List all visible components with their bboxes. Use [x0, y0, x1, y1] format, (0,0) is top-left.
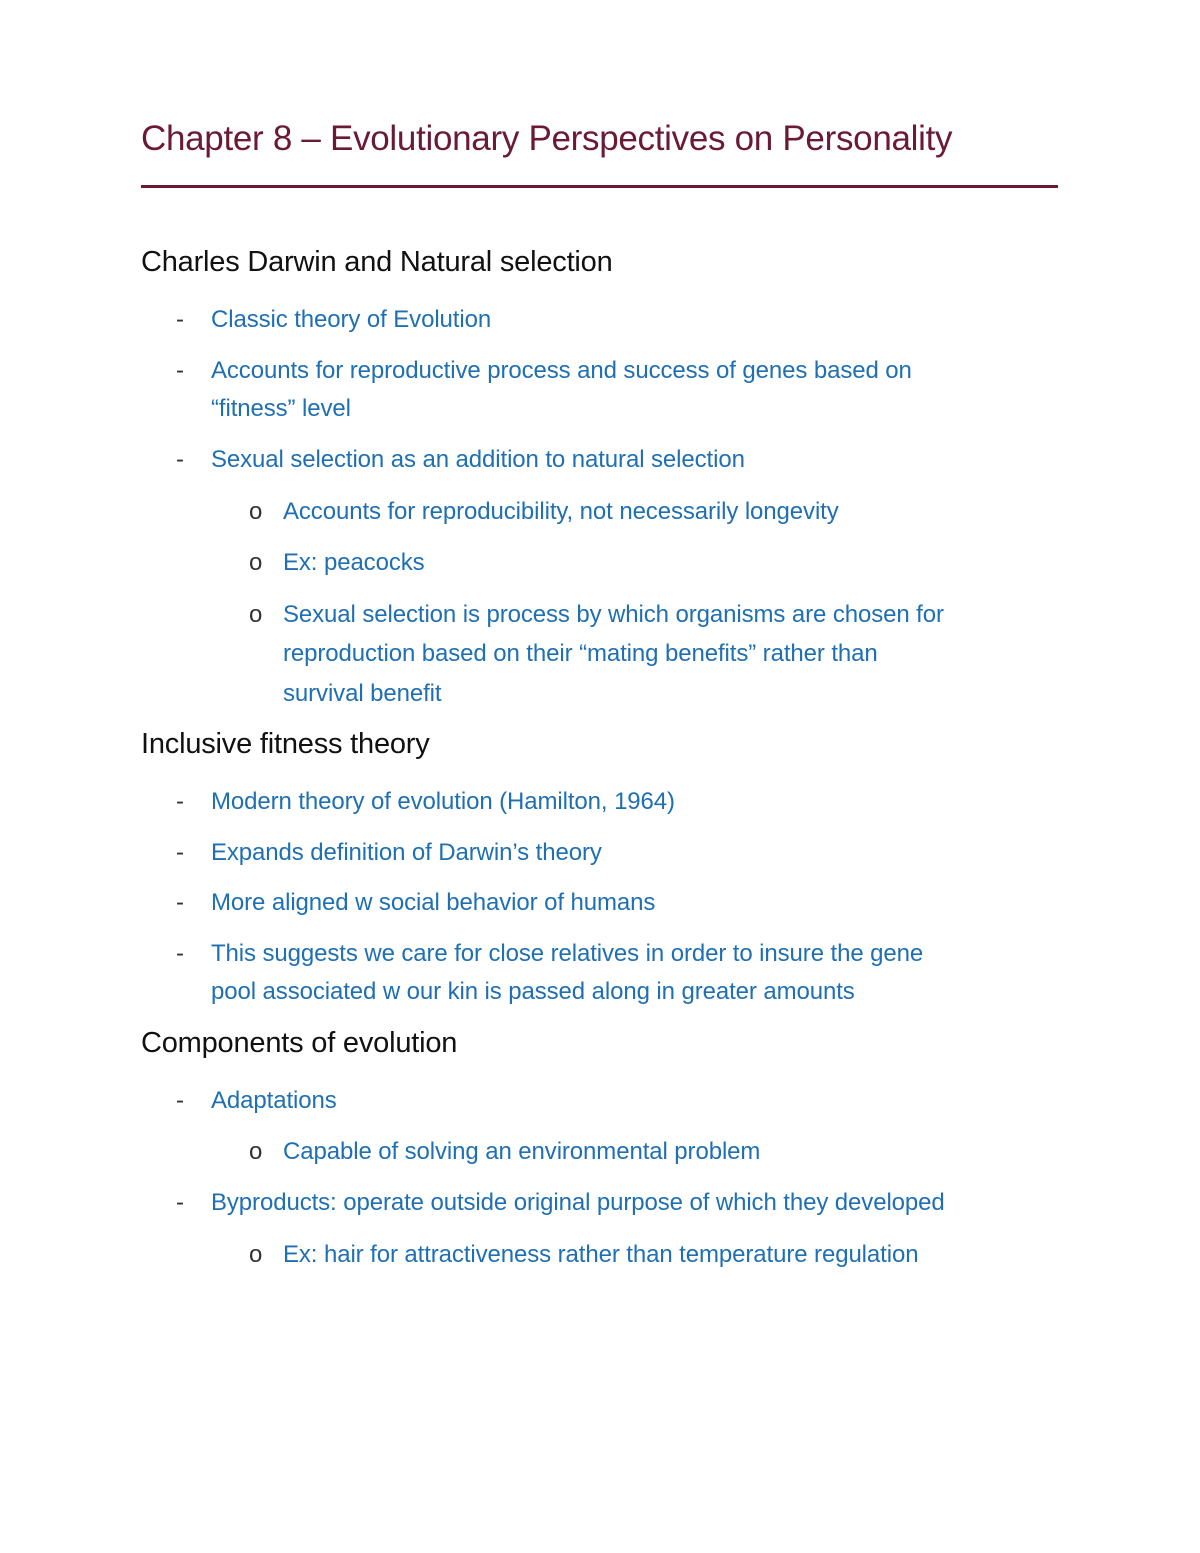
sub-list-item-continuation: survival benefit — [283, 680, 442, 707]
dash-bullet: - — [176, 446, 184, 473]
list-item: Adaptations — [211, 1087, 337, 1114]
sub-list-item: Sexual selection is process by which organisms are chosen for — [283, 601, 944, 628]
section-heading-darwin: Charles Darwin and Natural selection — [141, 246, 613, 278]
circle-bullet: o — [249, 601, 263, 628]
dash-bullet: - — [176, 788, 184, 815]
section-heading-components: Components of evolution — [141, 1027, 458, 1059]
sub-list-item: Accounts for reproducibility, not necessarily longevity — [283, 498, 839, 525]
title-divider — [141, 185, 1058, 188]
list-item: Expands definition of Darwin’s theory — [211, 839, 602, 866]
dash-bullet: - — [176, 357, 184, 384]
circle-bullet: o — [249, 1138, 263, 1165]
list-item-continuation: pool associated w our kin is passed along in greater amounts — [211, 978, 855, 1005]
dash-bullet: - — [176, 306, 184, 333]
list-item: Modern theory of evolution (Hamilton, 1964) — [211, 788, 675, 815]
dash-bullet: - — [176, 889, 184, 916]
circle-bullet: o — [249, 498, 263, 525]
dash-bullet: - — [176, 839, 184, 866]
circle-bullet: o — [249, 1241, 263, 1268]
sub-list-item: Capable of solving an environmental problem — [283, 1138, 761, 1165]
list-item: More aligned w social behavior of humans — [211, 889, 656, 916]
list-item: This suggests we care for close relatives in order to insure the gene — [211, 940, 924, 967]
sub-list-item: Ex: peacocks — [283, 549, 425, 576]
page-title: Chapter 8 – Evolutionary Perspectives on Personality — [141, 119, 953, 158]
dash-bullet: - — [176, 1189, 184, 1216]
list-item-continuation: “fitness” level — [211, 395, 351, 422]
dash-bullet: - — [176, 940, 184, 967]
circle-bullet: o — [249, 549, 263, 576]
list-item: Byproducts: operate outside original purpose of which they developed — [211, 1189, 945, 1216]
list-item: Classic theory of Evolution — [211, 306, 492, 333]
list-item: Sexual selection as an addition to natural selection — [211, 446, 745, 473]
dash-bullet: - — [176, 1087, 184, 1114]
sub-list-item: Ex: hair for attractiveness rather than temperature regulation — [283, 1241, 919, 1268]
section-heading-inclusive-fitness: Inclusive fitness theory — [141, 728, 430, 760]
list-item: Accounts for reproductive process and success of genes based on — [211, 357, 912, 384]
sub-list-item-continuation: reproduction based on their “mating benefits” rather than — [283, 640, 878, 667]
